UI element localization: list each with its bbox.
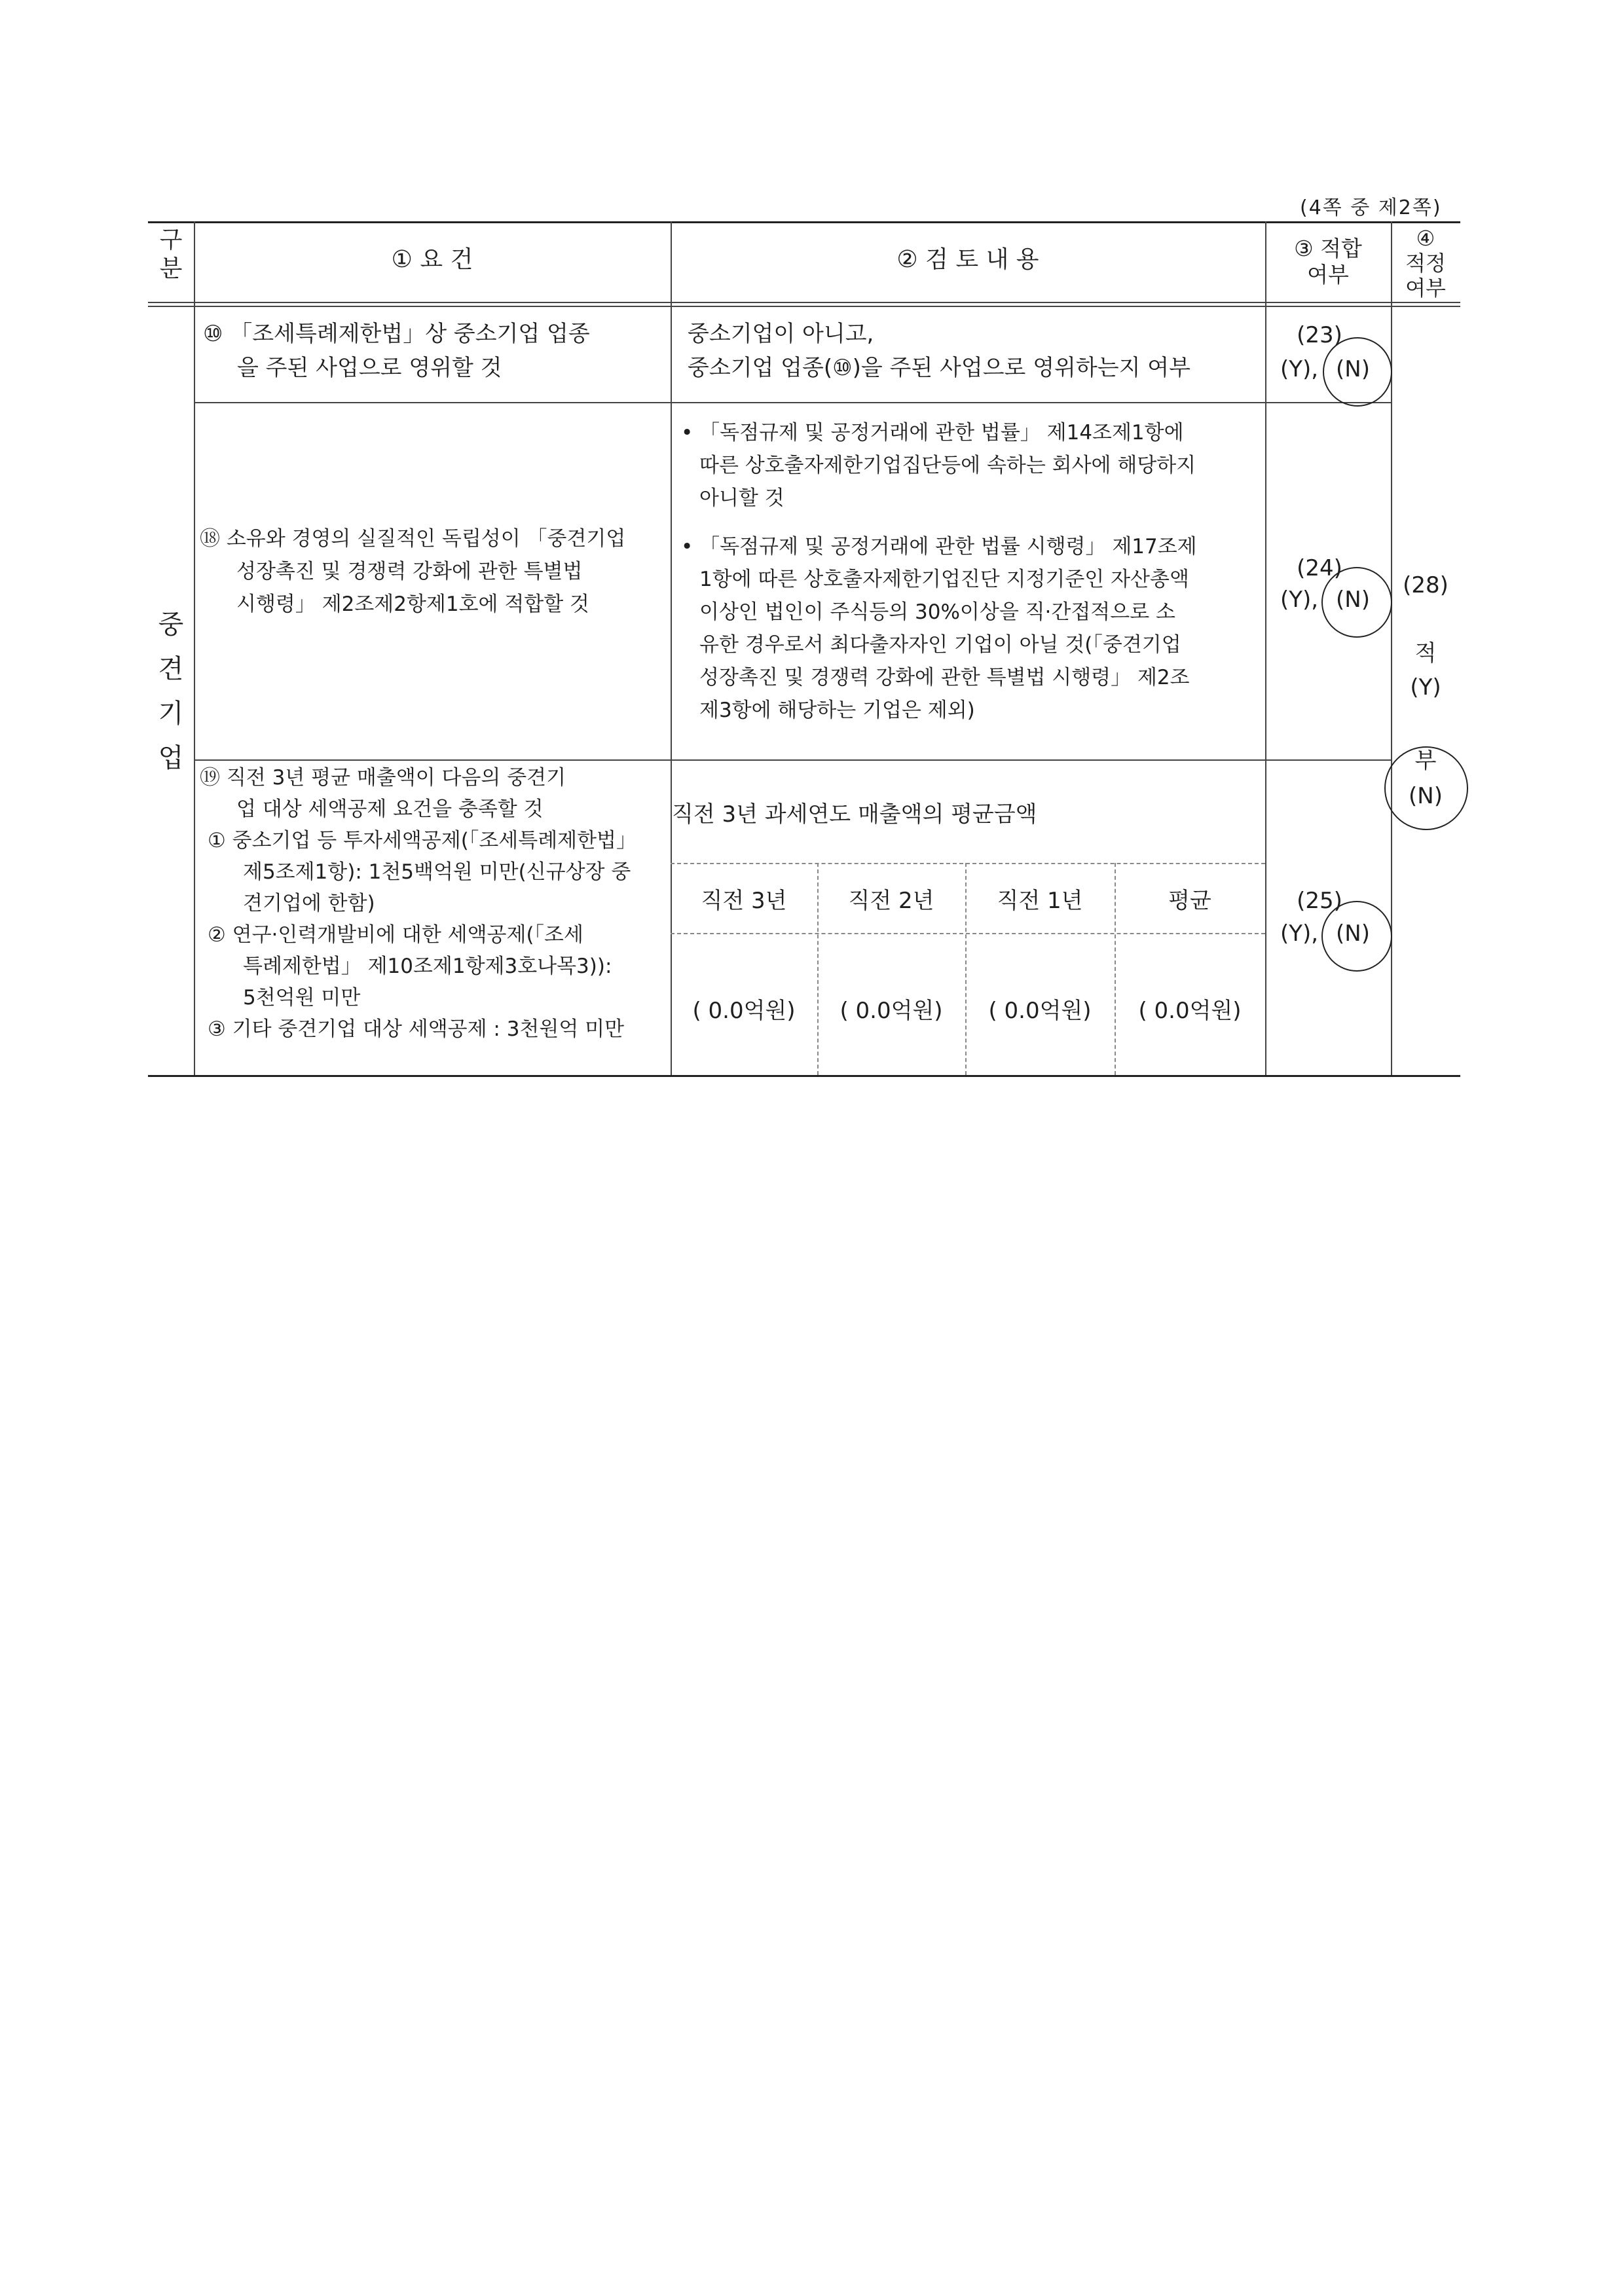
fit-107-y: (Y), — [1280, 356, 1319, 382]
table-top-border — [148, 221, 1460, 223]
row-line-108 — [194, 759, 1391, 761]
adequacy-no-label: 부 — [1414, 748, 1437, 774]
req-107: ⑩ 「조세특례제한법」상 중소기업 업종 을 주된 사업으로 영위할 것 — [203, 321, 590, 381]
grid-v3 — [1265, 221, 1266, 1075]
table-bottom-border — [148, 1075, 1460, 1077]
fit-109-n: (N) — [1336, 920, 1370, 947]
adequacy-no-code: (N) — [1409, 783, 1443, 809]
sales-header-3y: 직전 3년 — [701, 888, 787, 914]
fit-108-y: (Y), — [1280, 587, 1319, 613]
sales-header-2y: 직전 2년 — [848, 888, 934, 914]
fit-109-y: (Y), — [1280, 920, 1319, 947]
adequacy-no-circle — [1384, 746, 1468, 830]
grid-v2 — [671, 221, 672, 1075]
review-107: 중소기업이 아니고, 중소기업 업종(⑩)을 주된 사업으로 영위하는지 여부 — [688, 321, 1190, 381]
header-adequacy: ④ 적정 여부 — [1405, 226, 1446, 301]
sales-table-mid — [671, 933, 1265, 934]
adequacy-yes-label: 적 — [1414, 640, 1437, 666]
fit-107-n-circle — [1323, 337, 1392, 407]
fit-109-no: (25) — [1297, 888, 1342, 914]
req-109: ⑲ 직전 3년 평균 매출액이 다음의 중견기 업 대상 세액공제 요건을 충족할 것 ① 중소기업 등 투자세액공제(「조세특례제한법」 제5조제1항): 1천5백억원 미만(신규상장 중 견기업에 한함) ② 연구·인력개발비에 대한 세액공제(「조세 특례제한법」 제10조제1항제3호나목3)): 5천억원 미만 ③ 기타 중견기업 대상 세액공제 : 3천원억 미만 — [200, 766, 637, 1041]
fit-109-n-circle — [1321, 901, 1392, 972]
fit-108-no: (24) — [1297, 555, 1342, 581]
sales-header-avg: 평균 — [1168, 888, 1211, 914]
header-review: ② 검 토 내 용 — [896, 246, 1039, 273]
review-109-title: 직전 3년 과세연도 매출액의 평균금액 — [672, 801, 1037, 828]
sales-value-avg: ( 0.0억원) — [1138, 998, 1242, 1024]
fit-107-no: (23) — [1297, 322, 1342, 348]
adequacy-no: (28) — [1403, 572, 1449, 598]
category-label: 중 견 기 업 — [158, 610, 184, 773]
adequacy-yes-code: (Y) — [1410, 674, 1441, 701]
review-108-b: • 「독점규제 및 공정거래에 관한 법률 시행령」 제17조제 1항에 따른 상호출자제한기업진단 지정기준인 자산총액 이상인 법인이 주식등의 30%이상을 직·간접적으로 소 유한 경우로서 최다출자자인 기업이 아닐 것(「중견기업 성장촉진 및 경쟁력 강화에 관한 특별법 시행령」 제2조 제3항에 해당하는 기업은 제외) — [681, 535, 1197, 722]
header-category: 구 분 — [159, 227, 183, 282]
sales-header-1y: 직전 1년 — [997, 888, 1083, 914]
sales-value-3y: ( 0.0억원) — [692, 998, 796, 1024]
header-fit: ③ 적합 여부 — [1294, 236, 1362, 287]
review-108-a: • 「독점규제 및 공정거래에 관한 법률」 제14조제1항에 따른 상호출자제한기업집단등에 속하는 회사에 해당하지 아니할 것 — [681, 421, 1196, 510]
header-line-1 — [148, 302, 1460, 303]
req-108: ⑱ 소유와 경영의 실질적인 독립성이 「중견기업 성장촉진 및 경쟁력 강화에 관한 특별법 시행령」 제2조제2항제1호에 적합할 것 — [200, 527, 626, 616]
header-line-2 — [148, 306, 1460, 307]
sales-value-1y: ( 0.0억원) — [988, 998, 1092, 1024]
grid-v1 — [194, 221, 195, 1075]
header-requirement: ① 요 건 — [391, 246, 473, 273]
sales-value-2y: ( 0.0억원) — [840, 998, 943, 1024]
fit-108-n-circle — [1321, 567, 1392, 638]
row-line-107 — [194, 402, 1391, 403]
sales-table-top — [671, 863, 1265, 864]
page-indicator: (4쪽 중 제2쪽) — [1300, 196, 1442, 219]
fit-107-n: (N) — [1336, 356, 1370, 382]
fit-108-n: (N) — [1336, 587, 1370, 613]
